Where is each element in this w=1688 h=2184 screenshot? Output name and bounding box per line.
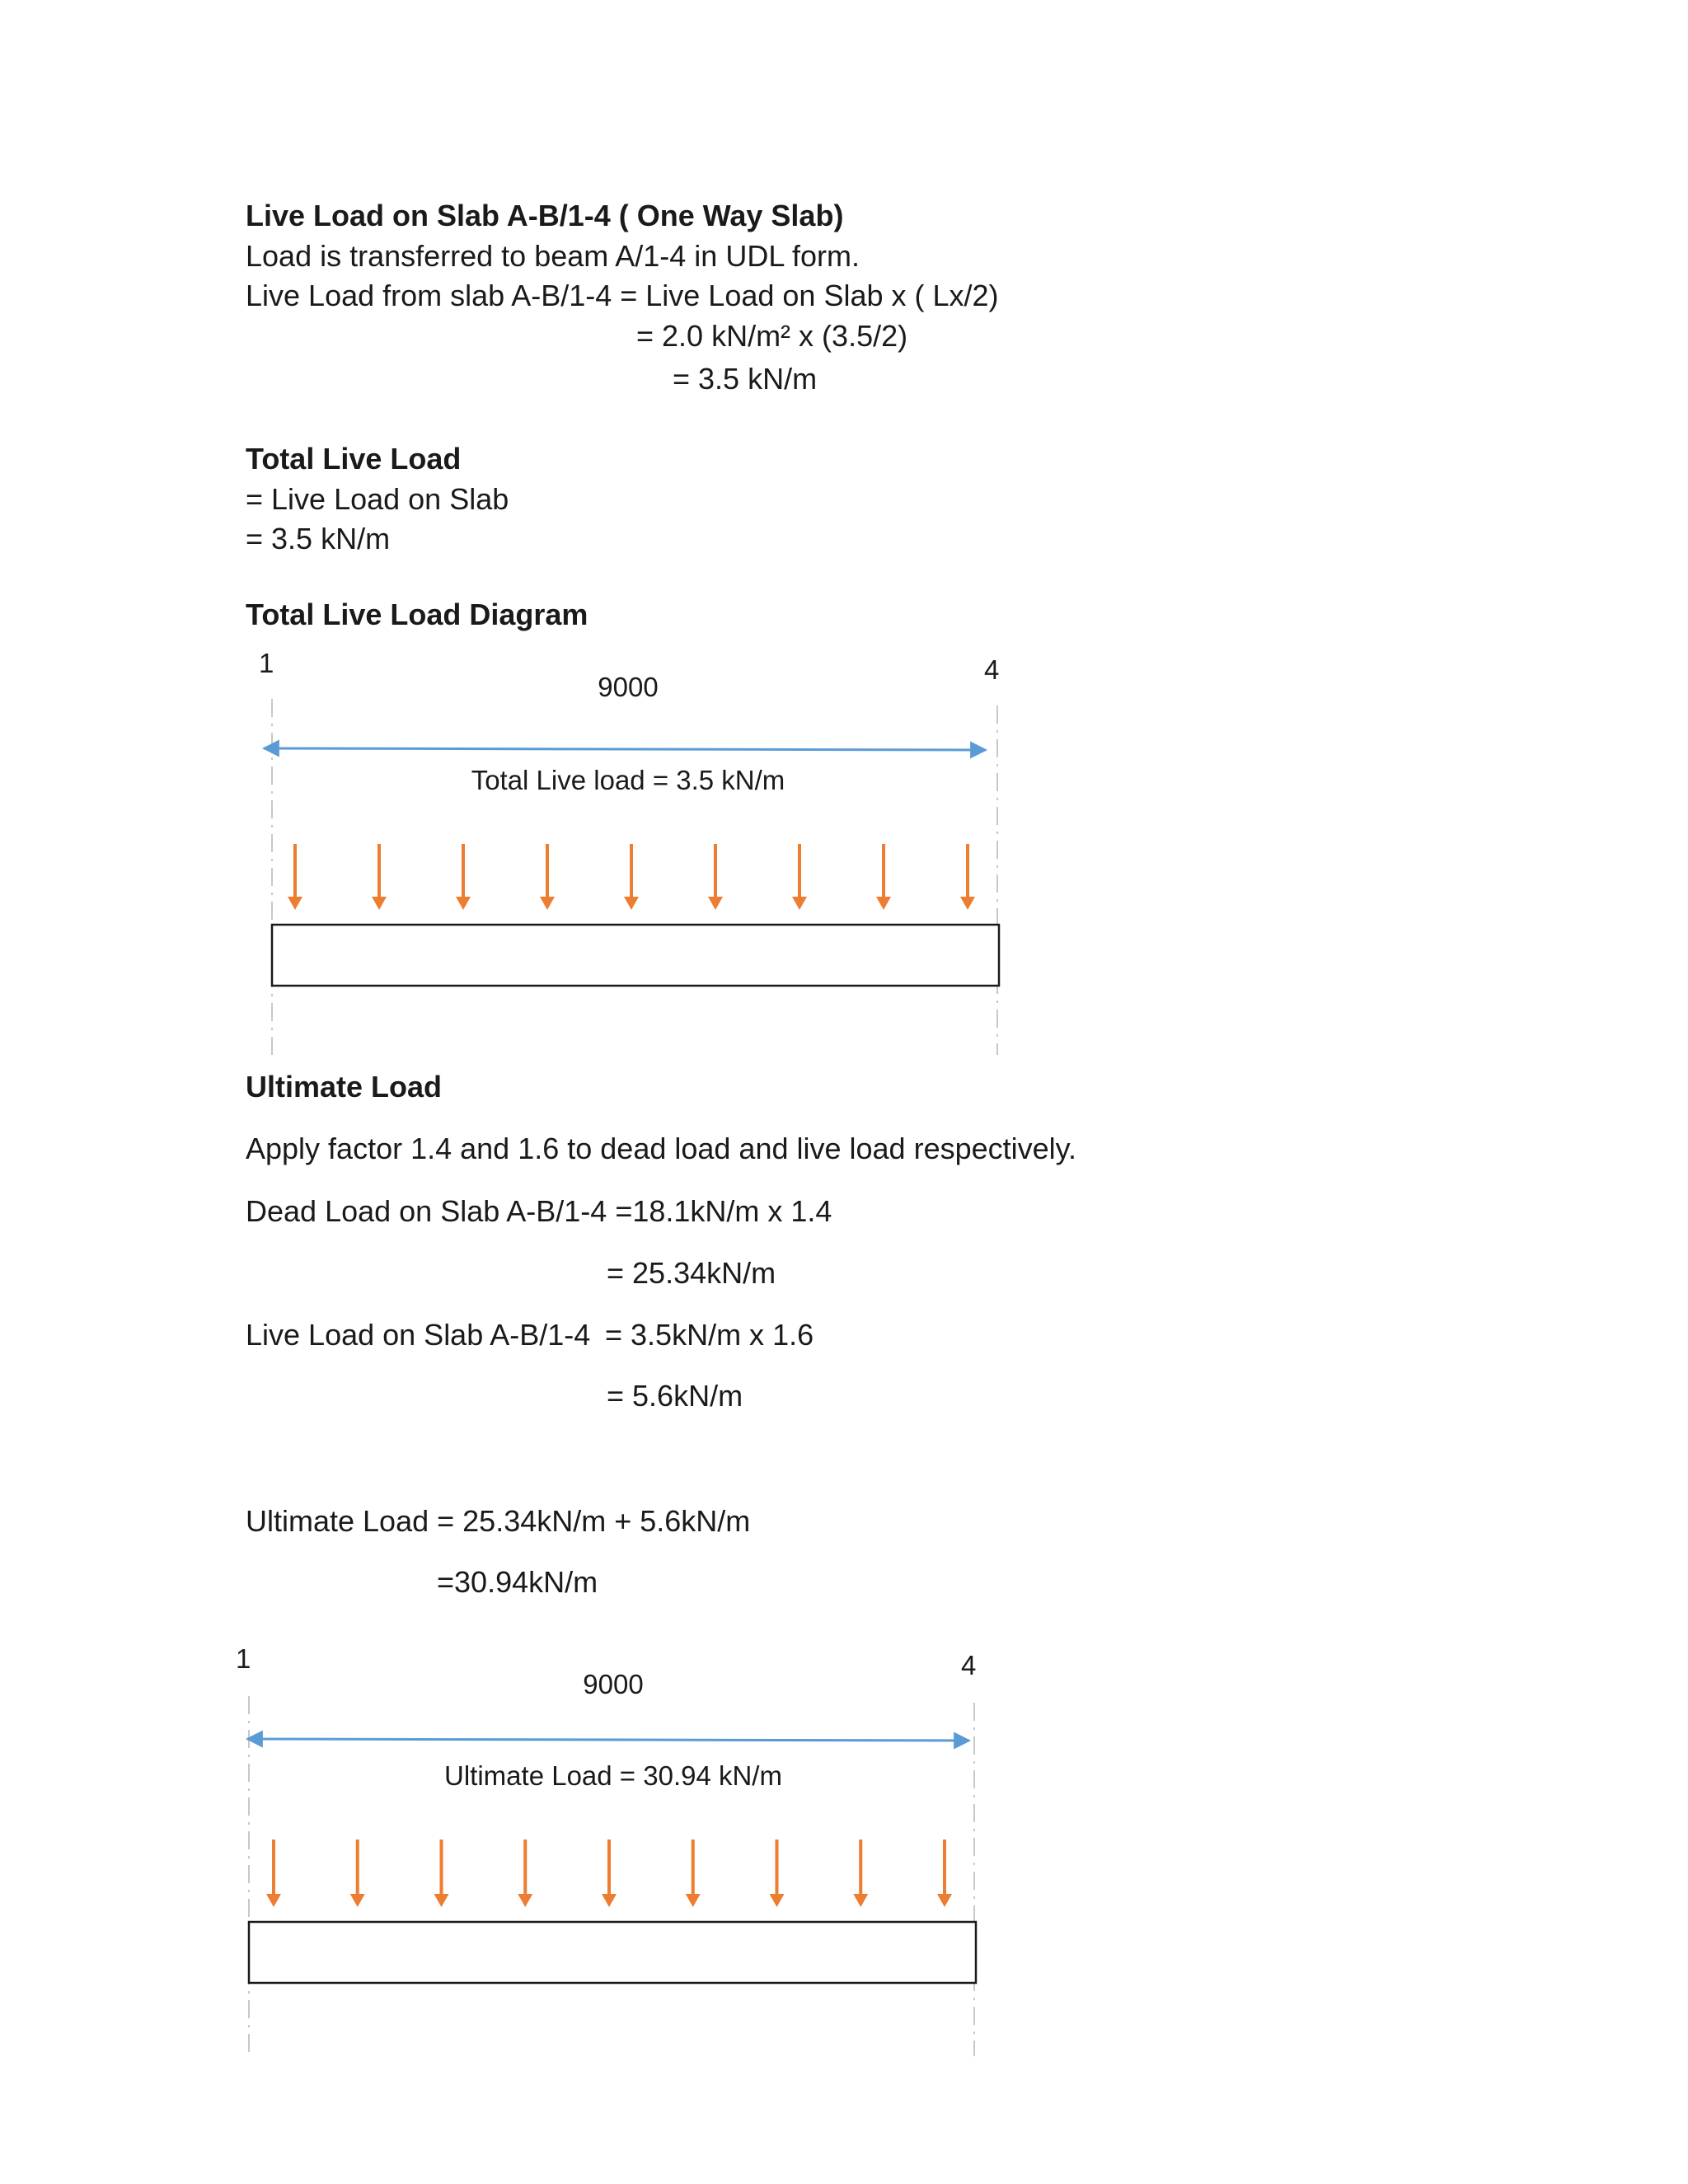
live-load-label: Live Load on Slab A-B/1-4 [246,1318,591,1352]
load-arrow [518,1840,532,1907]
load-arrow [624,844,639,910]
ultimate-load-result: =30.94kN/m [437,1565,598,1599]
load-arrow [686,1840,701,1907]
one-way-line-4: = 3.5 kN/m [673,362,818,396]
load-arrow [792,844,807,910]
load-arrow [288,844,302,910]
total-live-heading: Total Live Load [246,442,462,476]
load-arrow [540,844,555,910]
load-label: Total Live load = 3.5 kN/m [471,765,785,795]
beam [272,925,999,986]
grid-label-right: 4 [961,1650,977,1680]
total-live-line-2: = 3.5 kN/m [246,522,391,555]
ultimate-heading: Ultimate Load [246,1070,443,1104]
load-label: Ultimate Load = 30.94 kN/m [444,1760,782,1791]
load-arrow [350,1840,365,1907]
load-arrow [456,844,471,910]
one-way-line-1: Load is transferred to beam A/1-4 in UDL form. [246,239,860,273]
one-way-line-3: = 2.0 kN/m² x (3.5/2) [636,319,908,353]
grid-label-left: 1 [236,1643,251,1674]
load-arrow [770,1840,785,1907]
load-arrow [372,844,387,910]
grid-label-right: 4 [984,654,1000,685]
live-load-result: = 5.6kN/m [607,1379,743,1413]
ultimate-load-line: Ultimate Load = 25.34kN/m + 5.6kN/m [246,1504,751,1538]
load-arrow [708,844,723,910]
load-arrow [434,1840,449,1907]
beam [249,1922,976,1983]
grid-label-left: 1 [259,648,274,678]
dimension-arrow [264,748,986,750]
one-way-line-2: Live Load from slab A-B/1-4 = Live Load on Slab x ( Lx/2) [246,279,999,312]
load-arrow [853,1840,868,1907]
live-load-calc: = 3.5kN/m x 1.6 [605,1318,814,1352]
dimension-arrow [247,1739,969,1741]
span-label: 9000 [583,1669,644,1699]
load-arrow [266,1840,281,1907]
total-live-line-1: = Live Load on Slab [246,482,509,516]
dead-load-line: Dead Load on Slab A-B/1-4 =18.1kN/m x 1.4 [246,1194,832,1228]
load-arrow [960,844,975,910]
one-way-heading: Live Load on Slab A-B/1-4 ( One Way Slab) [246,199,844,232]
load-arrow [602,1840,617,1907]
dead-load-result: = 25.34kN/m [607,1256,776,1290]
span-label: 9000 [598,672,659,702]
load-arrow [876,844,891,910]
factor-text: Apply factor 1.4 and 1.6 to dead load and live load respectively. [246,1132,1076,1165]
live-diagram-heading: Total Live Load Diagram [246,598,588,631]
load-arrow [937,1840,952,1907]
